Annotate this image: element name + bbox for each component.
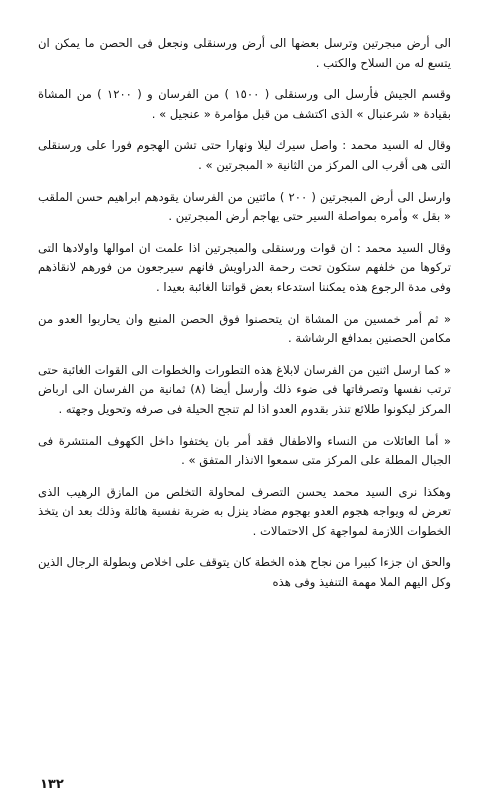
paragraph-5: وقال السيد محمد : ان قوات ورسنقلى والمبجرتين اذا علمت ان اموالها واولادها التى تركوها من خلفهم ستكون تحت رحمة الدراويش فانهم سيرجعون من فورهم لانقاذهم وفى مدة الرجوع هذه يمكننا استدعاء بعض قواتنا الغائبة بعيدا .	[38, 240, 451, 294]
paragraph-10: والحق ان جزءا كبيرا من نجاح هذه الخطة كان يتوقف على اخلاص وبطولة الرجال الذين وكل اليهم الملا مهمة التنفيذ وفى هذه	[37, 555, 451, 590]
paragraph-4: وارسل الى أرض المبجرتين ( ٢٠٠ ) مائتين من الفرسان يقودهم ابراهيم حسن الملقب « بقل » وأمره بمواصلة السير حتى يهاجم أرض المبجرتين .	[38, 189, 451, 224]
paragraph-8: « أما العائلات من النساء والاطفال فقد أمر بان يختفوا داخل الكهوف المنتشرة فى الجبال المطلة على المركز متى سمعوا الانذار المتفق » .	[38, 433, 451, 468]
page-number: ١٣٢	[40, 777, 64, 792]
paragraph-6: « ثم أمر خمسين من المشاة ان يتحصنوا فوق الحصن المنيع وان يحاربوا العدو من مكامن الحصنين بمدافع الرشاشة .	[38, 311, 451, 346]
paragraph-3: وقال له السيد محمد : واصل سيرك ليلا ونهارا حتى تشن الهجوم فورا على ورسنقلى التى هى أقرب الى المركز من الثانية « المبجرتين » .	[38, 138, 451, 172]
paragraph-9: وهكذا نرى السيد محمد يحسن التصرف لمحاولة التخلص من المازق الرهيب الذى تعرض له ويواجه هجوم العدو بهجوم مضاد ينزل به ضربة نفسية هائلة وذلك بعد ان يتخذ الخطوات اللازمة لمواجهة كل الاحتمالات .	[38, 484, 451, 538]
paragraph-1: الى أرض مبجرتين وترسل بعضها الى أرض ورسنقلى ونجعل فى الحصن ما يمكن ان يتسع له من السلاح والكتب .	[38, 36, 451, 70]
paragraph-2: وقسم الجيش فأرسل الى ورسنقلى ( ١٥٠٠ ) من الفرسان و ( ١٢٠٠ ) من المشاة بقيادة « شرعنبال » الذى اكتشف من قبل مؤامرة « عنجيل » .	[38, 87, 452, 121]
paragraph-7: « كما ارسل اثنين من الفرسان لابلاغ هذه التطورات والخطوات الى القوات الغائبة حتى ترتب نفسها وتصرفاتها فى ضوء ذلك وأرسل أيضا (٨) ثمانية من الفرسان الى ارباض المركز ليكونوا طلائع تنذر بقدوم العدو اذا لم تنجح الحيلة فى صرفه وتحويل وجهته .	[38, 362, 451, 416]
